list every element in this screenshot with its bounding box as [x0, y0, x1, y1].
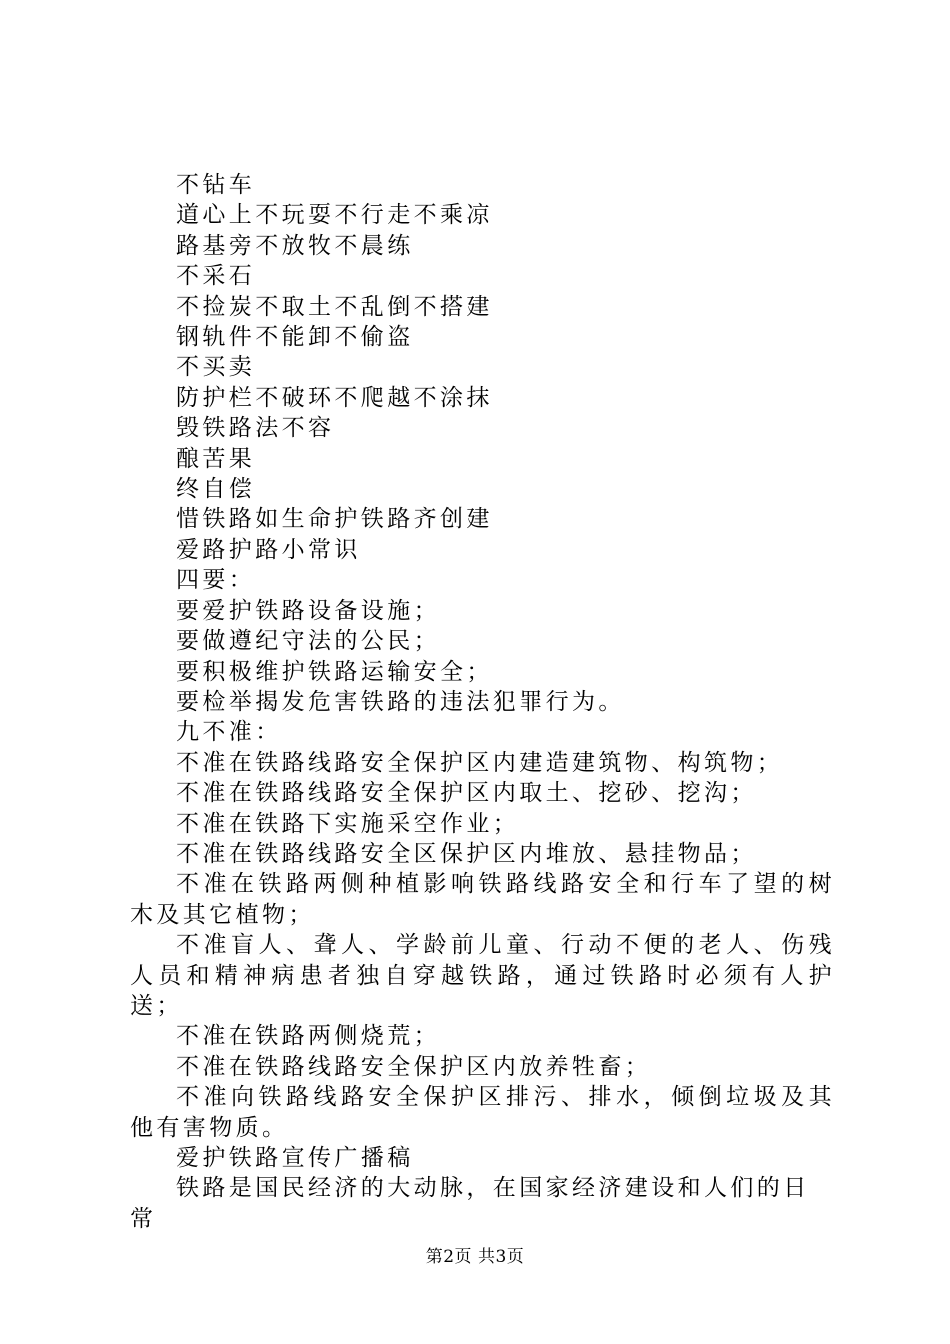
paragraph: 不准在铁路线路安全区保护区内堆放、悬挂物品；: [176, 840, 757, 867]
paragraph: 要做遵纪守法的公民；: [176, 628, 440, 655]
paragraph: 要积极维护铁路运输安全；: [176, 658, 493, 685]
paragraph: 不钻车: [176, 172, 256, 198]
section-heading: 四要：: [176, 567, 256, 594]
paragraph: 不准向铁路线路安全保护区排污、排水，倾倒垃圾及其他有害物质。: [130, 1084, 835, 1141]
paragraph: 不准在铁路线路安全保护区内建造建筑物、构筑物；: [176, 749, 784, 776]
paragraph: 毁铁路法不容: [176, 415, 335, 442]
paragraph: 不准盲人、聋人、学龄前儿童、行动不便的老人、伤残人员和精神病患者独自穿越铁路，通过铁路时必须有人护送；: [130, 932, 835, 1019]
paragraph: 不准在铁路两侧种植影响铁路线路安全和行车了望的树木及其它植物；: [130, 871, 835, 928]
paragraph: 钢轨件不能卸不偷盗: [176, 324, 414, 351]
paragraph: 不准在铁路下实施采空作业；: [176, 810, 520, 837]
paragraph: 防护栏不破环不爬越不涂抹: [176, 384, 493, 411]
paragraph: 不采石: [176, 263, 256, 290]
paragraph: 不捡炭不取土不乱倒不搭建: [176, 293, 493, 320]
paragraph: 惜铁路如生命护铁路齐创建: [176, 506, 493, 533]
paragraph: 道心上不玩耍不行走不乘凉: [176, 202, 493, 229]
section-heading: 爱路护路小常识: [176, 536, 361, 563]
section-heading: 九不准：: [176, 719, 282, 746]
page-number-footer: 第2页 共3页: [425, 1247, 525, 1267]
paragraph: 不准在铁路两侧烧荒；: [176, 1023, 440, 1050]
paragraph: 终自偿: [176, 476, 256, 503]
paragraph: 要爱护铁路设备设施；: [176, 597, 440, 624]
paragraph: 不买卖: [176, 354, 256, 381]
paragraph: 不准在铁路线路安全保护区内放养牲畜；: [176, 1053, 652, 1080]
paragraph: 铁路是国民经济的大动脉，在国家经济建设和人们的日常: [130, 1175, 810, 1232]
paragraph: 不准在铁路线路安全保护区内取土、挖砂、挖沟；: [176, 780, 757, 807]
paragraph: 酿苦果: [176, 445, 256, 472]
paragraph: 路基旁不放牧不晨练: [176, 232, 414, 259]
document-body: [130, 170, 835, 1234]
section-heading: 爱护铁路宣传广播稿: [176, 1145, 414, 1171]
paragraph: 要检举揭发危害铁路的违法犯罪行为。: [176, 688, 625, 715]
